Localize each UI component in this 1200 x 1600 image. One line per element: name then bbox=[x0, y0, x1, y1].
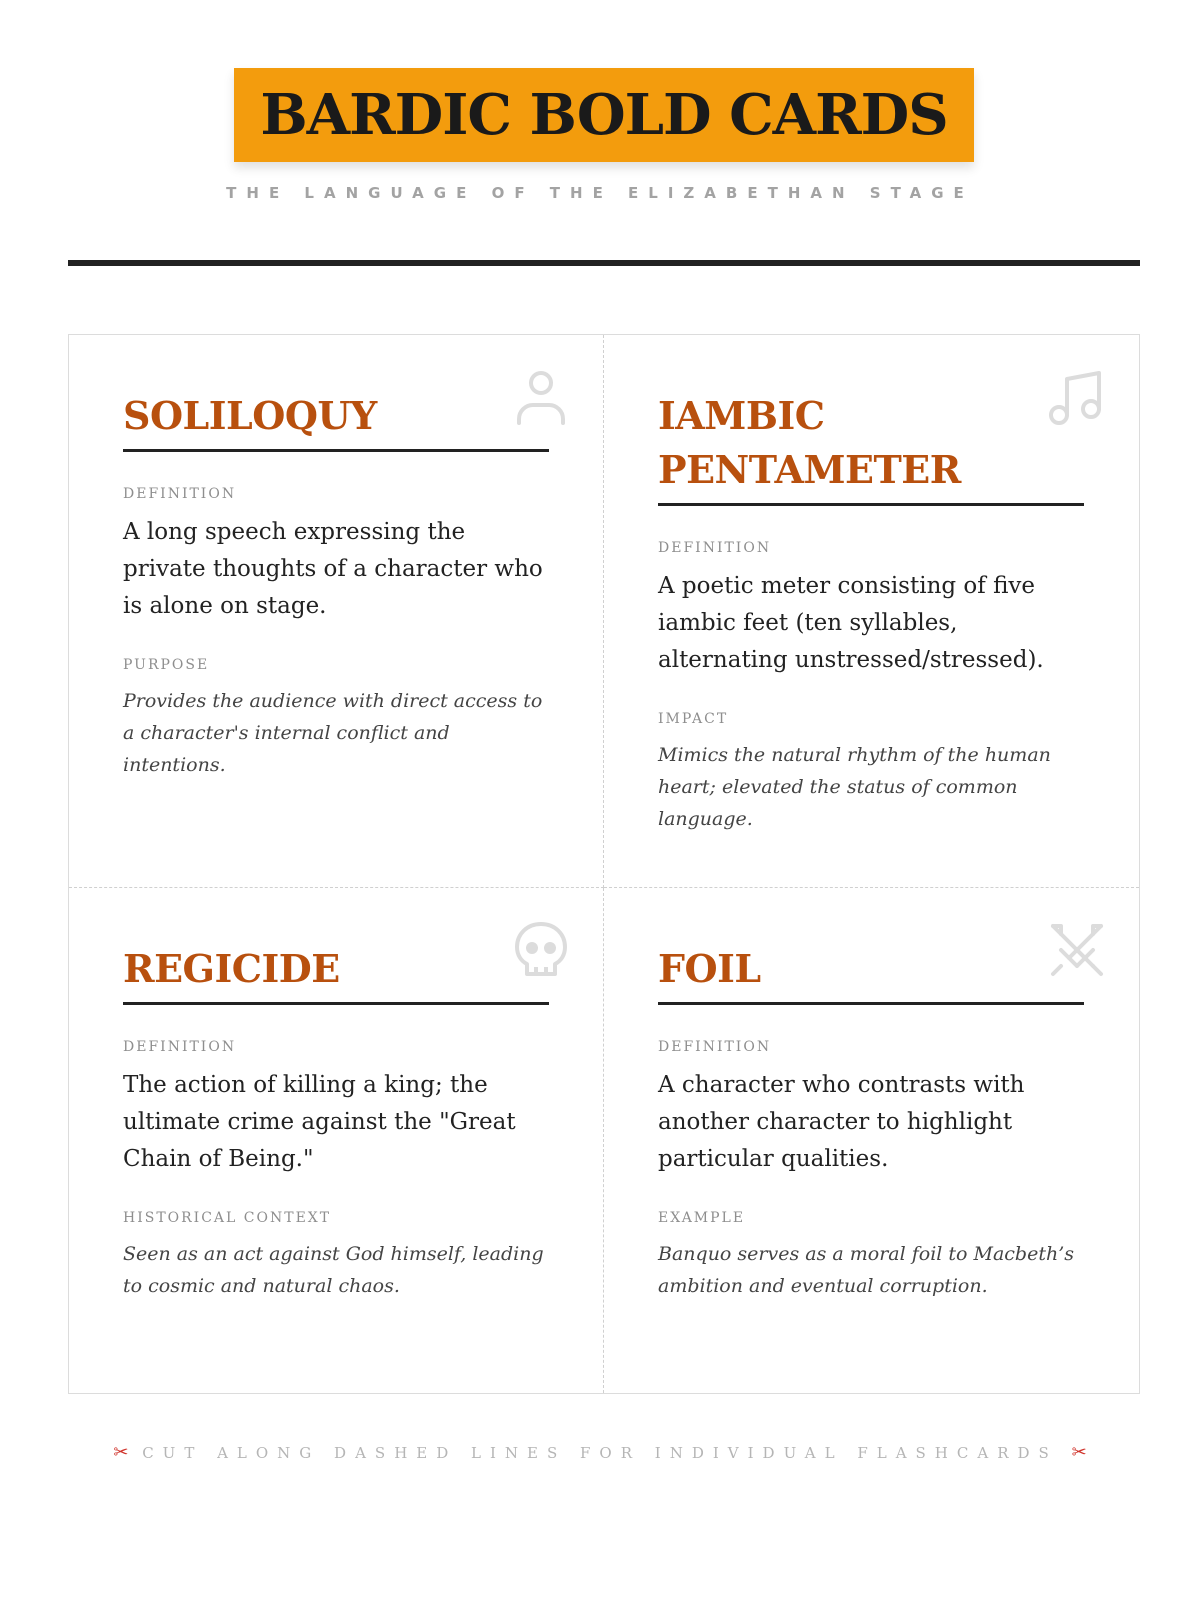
card-definition: The action of killing a king; the ultimate crime against the "Great Chain of Being." bbox=[123, 1072, 516, 1172]
card-title: IAMBIC PENTAMETER bbox=[658, 389, 1084, 506]
card-detail: Mimics the natural rhythm of the human heart; elevated the status of common language. bbox=[658, 744, 1051, 830]
crossed-swords-icon bbox=[1045, 918, 1109, 982]
footer-text: CUT ALONG DASHED LINES FOR INDIVIDUAL FLASHCARDS bbox=[142, 1444, 1058, 1462]
header-divider bbox=[68, 260, 1140, 266]
skull-icon bbox=[509, 918, 573, 982]
card-label-definition: DEFINITION bbox=[658, 540, 772, 556]
card-label-impact: IMPACT bbox=[658, 711, 729, 727]
flashcard-regicide bbox=[69, 888, 604, 1393]
card-title: FOIL bbox=[658, 942, 1084, 1005]
card-detail: Provides the audience with direct access to a character's internal conflict and intentions. bbox=[123, 690, 543, 776]
footer-note bbox=[0, 1442, 1200, 1463]
scissors-icon: ✂ bbox=[1071, 1442, 1087, 1463]
page-subtitle: THE LANGUAGE OF THE ELIZABETHAN STAGE bbox=[226, 184, 974, 202]
title-banner bbox=[234, 68, 974, 162]
card-label-historical-context: HISTORICAL CONTEXT bbox=[123, 1210, 332, 1226]
card-label-definition: DEFINITION bbox=[658, 1039, 772, 1055]
card-title: SOLILOQUY bbox=[123, 389, 549, 452]
flashcard-soliloquy bbox=[69, 335, 604, 888]
card-definition: A character who contrasts with another character to highlight particular qualities. bbox=[658, 1072, 1025, 1172]
card-detail: Seen as an act against God himself, leading to cosmic and natural chaos. bbox=[123, 1243, 544, 1297]
flashcard-foil bbox=[604, 888, 1139, 1393]
page-title: BARDIC BOLD CARDS bbox=[260, 82, 948, 148]
card-title: REGICIDE bbox=[123, 942, 549, 1005]
card-label-purpose: PURPOSE bbox=[123, 657, 210, 673]
card-label-example: EXAMPLE bbox=[658, 1210, 746, 1226]
scissors-icon: ✂ bbox=[113, 1442, 129, 1463]
flashcard-grid bbox=[68, 334, 1140, 1394]
flashcard-iambic-pentameter bbox=[604, 335, 1139, 888]
card-definition: A poetic meter consisting of five iambic feet (ten syllables, alternating unstressed/stressed). bbox=[658, 573, 1044, 673]
music-note-icon bbox=[1045, 365, 1109, 429]
card-detail: Banquo serves as a moral foil to Macbeth’s ambition and eventual corruption. bbox=[658, 1243, 1074, 1297]
card-definition: A long speech expressing the private thoughts of a character who is alone on stage. bbox=[123, 519, 543, 619]
card-label-definition: DEFINITION bbox=[123, 486, 237, 502]
person-icon bbox=[509, 365, 573, 429]
card-label-definition: DEFINITION bbox=[123, 1039, 237, 1055]
